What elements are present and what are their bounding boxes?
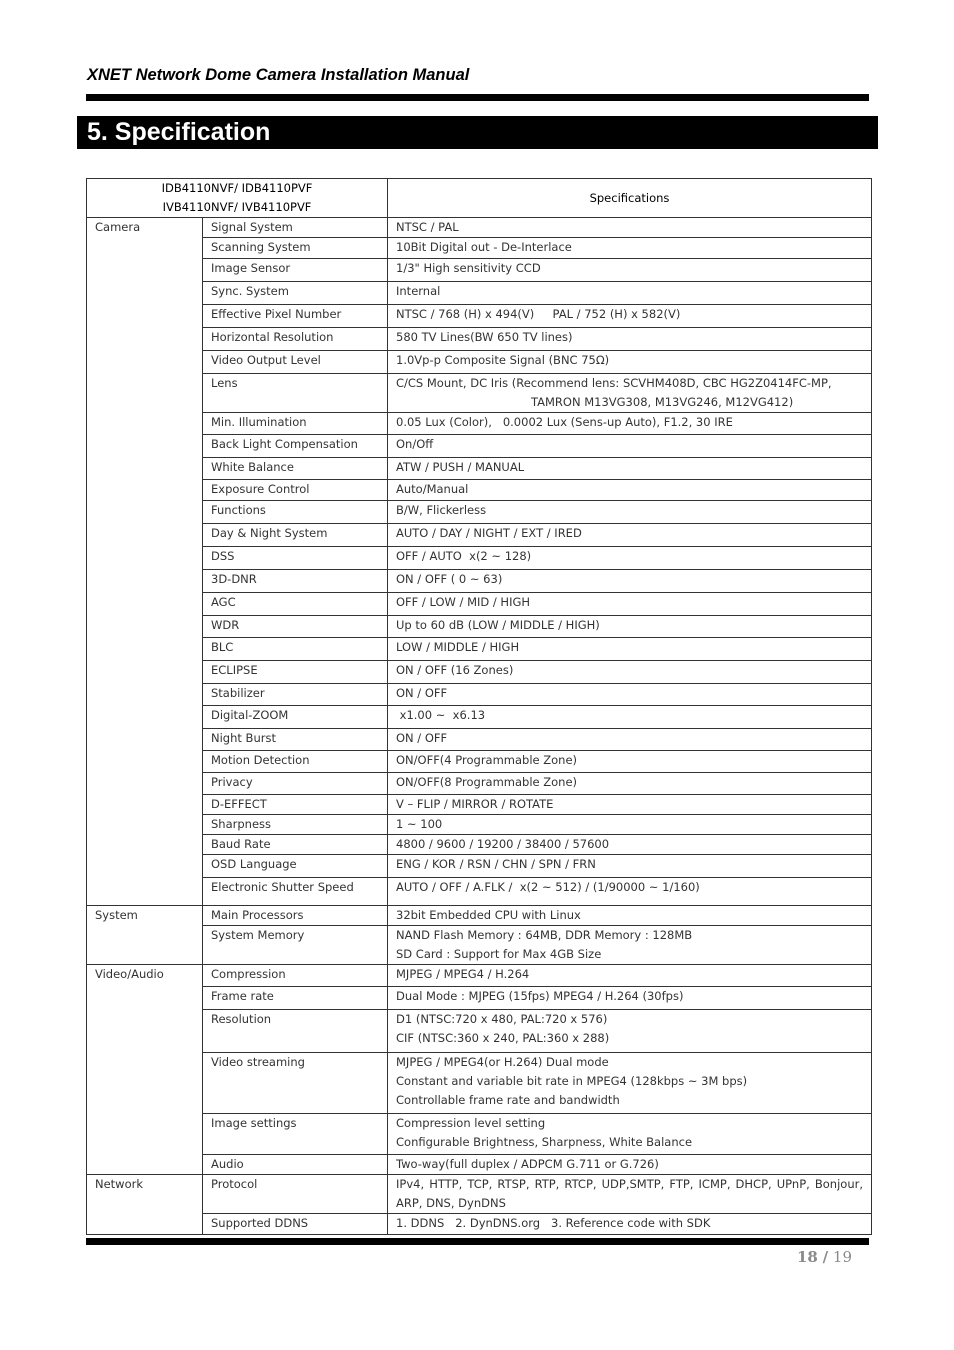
spec-value-line: SD Card : Support for Max 4GB Size (396, 947, 602, 961)
spec-value-line: NAND Flash Memory : 64MB, DDR Memory : 128MB (396, 928, 693, 942)
spec-label: Supported DDNS (203, 1214, 388, 1235)
spec-row (87, 501, 872, 524)
spec-value-line: Compression level setting (396, 1116, 546, 1130)
spec-label: AGC (203, 593, 388, 616)
spec-row (87, 351, 872, 374)
spec-value (388, 1175, 872, 1214)
spec-row (87, 835, 872, 855)
spec-value (388, 729, 872, 751)
spec-row (87, 616, 872, 638)
spec-value (388, 480, 872, 501)
spec-value (388, 965, 872, 987)
spec-value-line: OFF / AUTO ⅹ(2 ~ 128) (396, 549, 532, 563)
spec-header-cell: Specifications (388, 179, 872, 218)
spec-row (87, 435, 872, 458)
spec-value-line: ENG / KOR / RSN / CHN / SPN / FRN (396, 857, 596, 871)
spec-value (388, 259, 872, 282)
category-cell: Network (87, 1175, 203, 1235)
spec-label: Signal System (203, 218, 388, 238)
spec-row (87, 238, 872, 259)
spec-value-line: 10Bit Digital out - De-Interlace (396, 240, 572, 254)
spec-label: Exposure Control (203, 480, 388, 501)
spec-value-line: ON/OFF(4 Programmable Zone) (396, 753, 578, 767)
spec-row (87, 218, 872, 238)
spec-value-line: NTSC / PAL (396, 220, 459, 234)
spec-value (388, 351, 872, 374)
spec-value (388, 593, 872, 616)
spec-value-line: MJPEG / MPEG4 / H.264 (396, 967, 530, 981)
spec-value-line: Configurable Brightness, Sharpness, White Balance (396, 1135, 693, 1149)
spec-label: Back Light Compensation (203, 435, 388, 458)
spec-value (388, 1114, 872, 1155)
spec-label: 3D-DNR (203, 570, 388, 593)
spec-value-line: ATW / PUSH / MANUAL (396, 460, 525, 474)
spec-value-line: ON / OFF (396, 686, 448, 700)
spec-label: Main Processors (203, 906, 388, 926)
spec-value-line: C/CS Mount, DC Iris (Recommend lens: SCVHM408D, CBC HG2Z0414FC-MP, (396, 376, 832, 390)
spec-value (388, 906, 872, 926)
spec-header-row (87, 179, 872, 218)
spec-label: Motion Detection (203, 751, 388, 773)
page-number (797, 1248, 852, 1266)
spec-value (388, 570, 872, 593)
spec-value-line: Auto/Manual (396, 482, 469, 496)
spec-value (388, 835, 872, 855)
spec-row (87, 1114, 872, 1155)
spec-value (388, 773, 872, 795)
spec-value-line: TAMRON M13VG308, M13VG246, M12VG412) (531, 395, 794, 409)
spec-row (87, 1155, 872, 1175)
spec-value (388, 706, 872, 729)
spec-label: OSD Language (203, 855, 388, 878)
spec-label: Resolution (203, 1010, 388, 1053)
spec-value (388, 751, 872, 773)
footer-rule (86, 1238, 869, 1245)
spec-value-line: On/Off (396, 437, 434, 451)
spec-value (388, 926, 872, 965)
spec-value-line: AUTO / OFF / A.FLK / ⅹ(2 ~ 512) / (1/90000 ~ 1/160) (396, 880, 700, 894)
spec-label: Digital-ZOOM (203, 706, 388, 729)
spec-value (388, 616, 872, 638)
spec-value-line: IPv4, HTTP, TCP, RTSP, RTP, RTCP, UDP,SMTP, FTP, ICMP, DHCP, UPnP, Bonjour, (396, 1177, 863, 1191)
spec-value-line: AUTO / DAY / NIGHT / EXT / IRED (396, 526, 582, 540)
spec-row (87, 965, 872, 987)
spec-row (87, 751, 872, 773)
spec-row (87, 413, 872, 435)
spec-value (388, 328, 872, 351)
spec-row (87, 987, 872, 1010)
spec-value-line: Internal (396, 284, 441, 298)
spec-value-line: Controllable frame rate and bandwidth (396, 1093, 620, 1107)
spec-value (388, 1155, 872, 1175)
spec-value (388, 282, 872, 305)
spec-value (388, 987, 872, 1010)
spec-row (87, 458, 872, 480)
spec-label: BLC (203, 638, 388, 661)
spec-row (87, 305, 872, 328)
spec-value (388, 547, 872, 570)
spec-value-line: MJPEG / MPEG4(or H.264) Dual mode (396, 1055, 609, 1069)
spec-value-line: ON / OFF (396, 731, 448, 745)
page-total: 19 (832, 1248, 852, 1266)
spec-label: Electronic Shutter Speed (203, 878, 388, 906)
spec-row (87, 684, 872, 706)
spec-label: Audio (203, 1155, 388, 1175)
spec-label: Protocol (203, 1175, 388, 1214)
spec-value-line: ON / OFF ( 0 ~ 63) (396, 572, 503, 586)
spec-value (388, 1010, 872, 1053)
spec-value-line: ON/OFF(8 Programmable Zone) (396, 775, 578, 789)
spec-label: Image Sensor (203, 259, 388, 282)
spec-value (388, 1214, 872, 1235)
spec-value (388, 501, 872, 524)
spec-value-line: 1/3" High sensitivity CCD (396, 261, 541, 275)
spec-label: WDR (203, 616, 388, 638)
spec-row (87, 593, 872, 616)
category-cell: Video/Audio (87, 965, 203, 1175)
spec-value (388, 815, 872, 835)
spec-value-line: LOW / MIDDLE / HIGH (396, 640, 520, 654)
spec-value (388, 878, 872, 906)
spec-value-line: Constant and variable bit rate in MPEG4 (128kbps ~ 3M bps) (396, 1074, 748, 1088)
spec-label: Video streaming (203, 1053, 388, 1114)
spec-label: Sync. System (203, 282, 388, 305)
spec-value (388, 305, 872, 328)
spec-label: Min. Illumination (203, 413, 388, 435)
model-line: IVB4110NVF/ IVB4110PVF (162, 200, 312, 214)
spec-row (87, 795, 872, 815)
spec-label: Stabilizer (203, 684, 388, 706)
spec-value-line: 580 TV Lines(BW 650 TV lines) (396, 330, 573, 344)
spec-row (87, 729, 872, 751)
spec-row (87, 815, 872, 835)
spec-value (388, 855, 872, 878)
spec-row (87, 773, 872, 795)
category-cell: Camera (87, 218, 203, 906)
spec-row (87, 374, 872, 413)
spec-row (87, 328, 872, 351)
spec-label: Video Output Level (203, 351, 388, 374)
spec-row (87, 706, 872, 729)
spec-label: Effective Pixel Number (203, 305, 388, 328)
spec-label: Compression (203, 965, 388, 987)
spec-label: White Balance (203, 458, 388, 480)
spec-label: Lens (203, 374, 388, 413)
spec-value (388, 218, 872, 238)
spec-value (388, 1053, 872, 1114)
spec-value-line: 0.05 Lux (Color), 0.0002 Lux (Sens-up Auto), F1.2, 30 IRE (396, 415, 733, 429)
section-bar (77, 116, 878, 149)
spec-row (87, 524, 872, 547)
spec-row (87, 547, 872, 570)
section-title: 5. Specification (87, 118, 271, 146)
document-header: XNET Network Dome Camera Installation Manual (87, 66, 470, 84)
spec-value-line: Two-way(full duplex / ADPCM G.711 or G.726) (396, 1157, 659, 1171)
model-cell (87, 179, 388, 218)
spec-value-line: CIF (NTSC:360 x 240, PAL:360 x 288) (396, 1031, 610, 1045)
spec-row (87, 661, 872, 684)
spec-label: Night Burst (203, 729, 388, 751)
spec-row (87, 638, 872, 661)
spec-row (87, 926, 872, 965)
spec-label: Functions (203, 501, 388, 524)
spec-value (388, 238, 872, 259)
page-separator: / (822, 1248, 829, 1266)
spec-value-line: OFF / LOW / MID / HIGH (396, 595, 531, 609)
spec-value-line: ⅹ1.00 ~ ⅹ6.13 (396, 708, 486, 722)
spec-value-line: 1 ~ 100 (396, 817, 443, 831)
spec-value (388, 524, 872, 547)
spec-row (87, 1053, 872, 1114)
spec-label: Day & Night System (203, 524, 388, 547)
spec-table (86, 178, 872, 1235)
spec-value (388, 458, 872, 480)
spec-label: Sharpness (203, 815, 388, 835)
spec-label: Privacy (203, 773, 388, 795)
spec-label: Baud Rate (203, 835, 388, 855)
spec-label: Horizontal Resolution (203, 328, 388, 351)
spec-value (388, 661, 872, 684)
spec-label: Image settings (203, 1114, 388, 1155)
spec-value (388, 638, 872, 661)
spec-value-line: 32bit Embedded CPU with Linux (396, 908, 581, 922)
spec-value (388, 413, 872, 435)
spec-label: D-EFFECT (203, 795, 388, 815)
spec-label: ECLIPSE (203, 661, 388, 684)
spec-row (87, 480, 872, 501)
spec-value (388, 795, 872, 815)
spec-label: System Memory (203, 926, 388, 965)
spec-row (87, 282, 872, 305)
header-rule (86, 94, 869, 101)
spec-value-line: V – FLIP / MIRROR / ROTATE (396, 797, 554, 811)
spec-row (87, 1214, 872, 1235)
category-cell: System (87, 906, 203, 965)
spec-row (87, 259, 872, 282)
spec-row (87, 906, 872, 926)
spec-row (87, 1175, 872, 1214)
spec-label: Scanning System (203, 238, 388, 259)
spec-row (87, 855, 872, 878)
spec-value (388, 684, 872, 706)
spec-value (388, 374, 872, 413)
spec-label: DSS (203, 547, 388, 570)
spec-value-line: 1. DDNS 2. DynDNS.org 3. Reference code with SDK (396, 1216, 711, 1230)
spec-row (87, 1010, 872, 1053)
spec-label: Frame rate (203, 987, 388, 1010)
spec-value-line: Dual Mode : MJPEG (15fps) MPEG4 / H.264 (30fps) (396, 989, 684, 1003)
spec-value-line: D1 (NTSC:720 x 480, PAL:720 x 576) (396, 1012, 608, 1026)
spec-value-line: B/W, Flickerless (396, 503, 487, 517)
spec-value (388, 435, 872, 458)
spec-row (87, 570, 872, 593)
spec-value-line: ON / OFF (16 Zones) (396, 663, 514, 677)
spec-row (87, 878, 872, 906)
spec-value-line: NTSC / 768 (H) x 494(V) PAL / 752 (H) x 582(V) (396, 307, 681, 321)
spec-value-line: Up to 60 dB (LOW / MIDDLE / HIGH) (396, 618, 600, 632)
spec-value-line: 1.0Vp-p Composite Signal (BNC 75Ω) (396, 353, 610, 367)
page-current: 18 (796, 1248, 818, 1266)
model-line: IDB4110NVF/ IDB4110PVF (161, 181, 313, 195)
spec-value-line: 4800 / 9600 / 19200 / 38400 / 57600 (396, 837, 610, 851)
spec-value-line: ARP, DNS, DynDNS (396, 1196, 506, 1210)
